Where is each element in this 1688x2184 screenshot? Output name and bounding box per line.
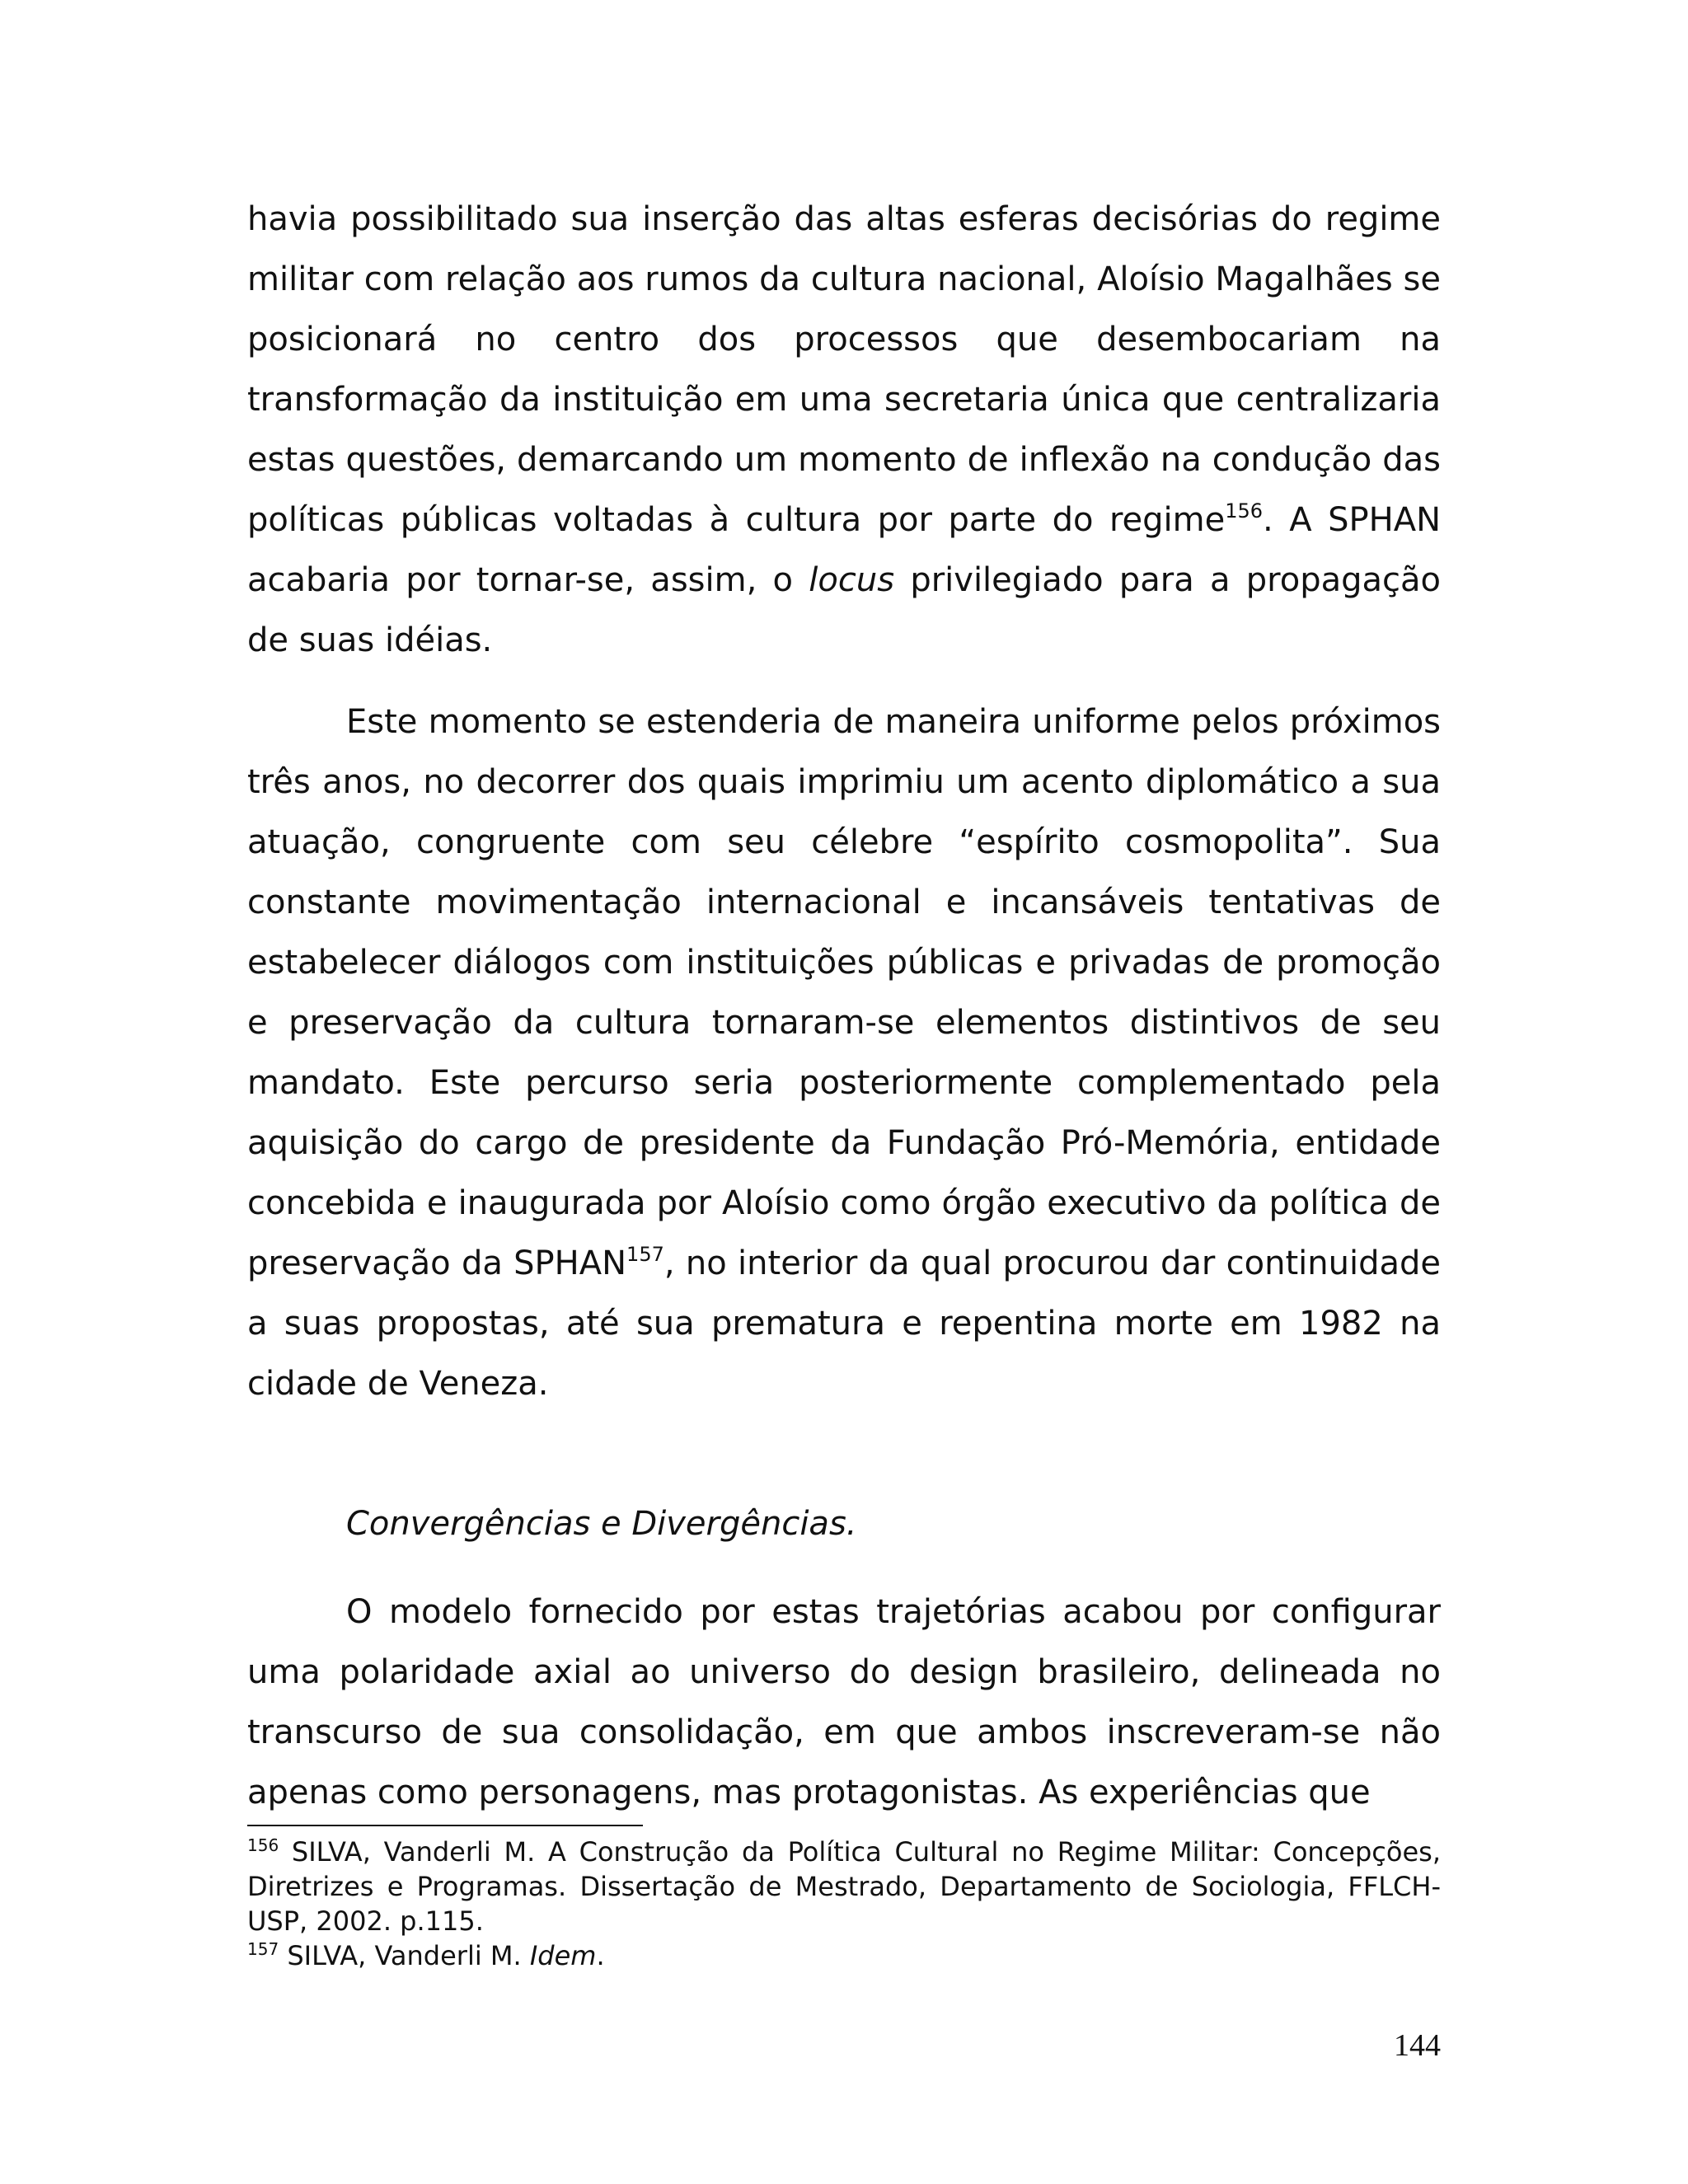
paragraph-2-text-b: , no interior da qual procurou dar continuidade a suas propostas, até sua prematura e repentina morte em 1982 na cidade de Veneza. bbox=[247, 1244, 1442, 1403]
footnote-separator bbox=[247, 1825, 643, 1826]
footnote-number: 157 bbox=[247, 1939, 279, 1959]
paragraph-2-text-a: Este momento se estenderia de maneira uniforme pelos próximos três anos, no decorrer dos quais imprimiu um acento diplomático a sua atuação, congruente com seu célebre “espírito cosmopolita”. Sua constante movimentação internacional e incansáveis tentativas de estabelecer diálogos com instituições públicas e privadas de promoção e preservação da cultura tornaram-se elementos distintivos de seu mandato. Este percurso seria posteriormente complementado pela aquisição do cargo de presidente da Fundação Pró-Memória, entidade concebida e inaugurada por Aloísio como órgão executivo da política de preservação da SPHAN bbox=[247, 703, 1441, 1282]
paragraph-3-text: O modelo fornecido por estas trajetórias acabou por configurar uma polaridade axial ao universo do design brasileiro, delineada no transcurso de sua consolidação, em que ambos inscreveram-se não apenas como personagens, mas protagonistas. As experiências que bbox=[247, 1593, 1441, 1811]
section-heading: Convergências e Divergências. bbox=[346, 1505, 857, 1543]
footnote-tail: . bbox=[596, 1940, 605, 1971]
body-paragraph-3 bbox=[247, 1582, 1441, 1823]
footnote-text: SILVA, Vanderli M. A Construção da Política Cultural no Regime Militar: Concepções, Diretrizes e Programas. Dissertação de Mestrado, Departamento de Sociologia, FFLCH-USP, 2002. p.115. bbox=[247, 1836, 1441, 1937]
paragraph-1-text-b: . A SPHAN acabaria por tornar-se, assim, o bbox=[247, 501, 1441, 599]
footnote-157 bbox=[247, 1938, 1441, 1973]
paragraph-1-text-a: havia possibilitado sua inserção das altas esferas decisórias do regime militar com relação aos rumos da cultura nacional, Aloísio Magalhães se posicionará no centro dos processos que desembocariam na transformação da instituição em uma secretaria única que centralizaria estas questões, demarcando um momento de inflexão na condução das políticas públicas voltadas à cultura por parte do regime bbox=[247, 200, 1441, 539]
body-paragraph-2 bbox=[247, 692, 1441, 1414]
paragraph-1-text-c: privilegiado para a propagação de suas idéias. bbox=[247, 561, 1441, 659]
italic-term-locus: locus bbox=[809, 561, 895, 599]
footnote-italic-idem: Idem bbox=[529, 1940, 597, 1971]
footnotes bbox=[247, 1835, 1441, 1973]
body-paragraph-1 bbox=[247, 190, 1441, 671]
footnote-reference-157: 157 bbox=[626, 1243, 664, 1266]
footnote-text: SILVA, Vanderli M. bbox=[279, 1940, 530, 1971]
footnote-156 bbox=[247, 1835, 1441, 1938]
footnote-number: 156 bbox=[247, 1835, 279, 1855]
page-number: 144 bbox=[1394, 2028, 1441, 2063]
footnote-reference-156: 156 bbox=[1225, 499, 1264, 523]
